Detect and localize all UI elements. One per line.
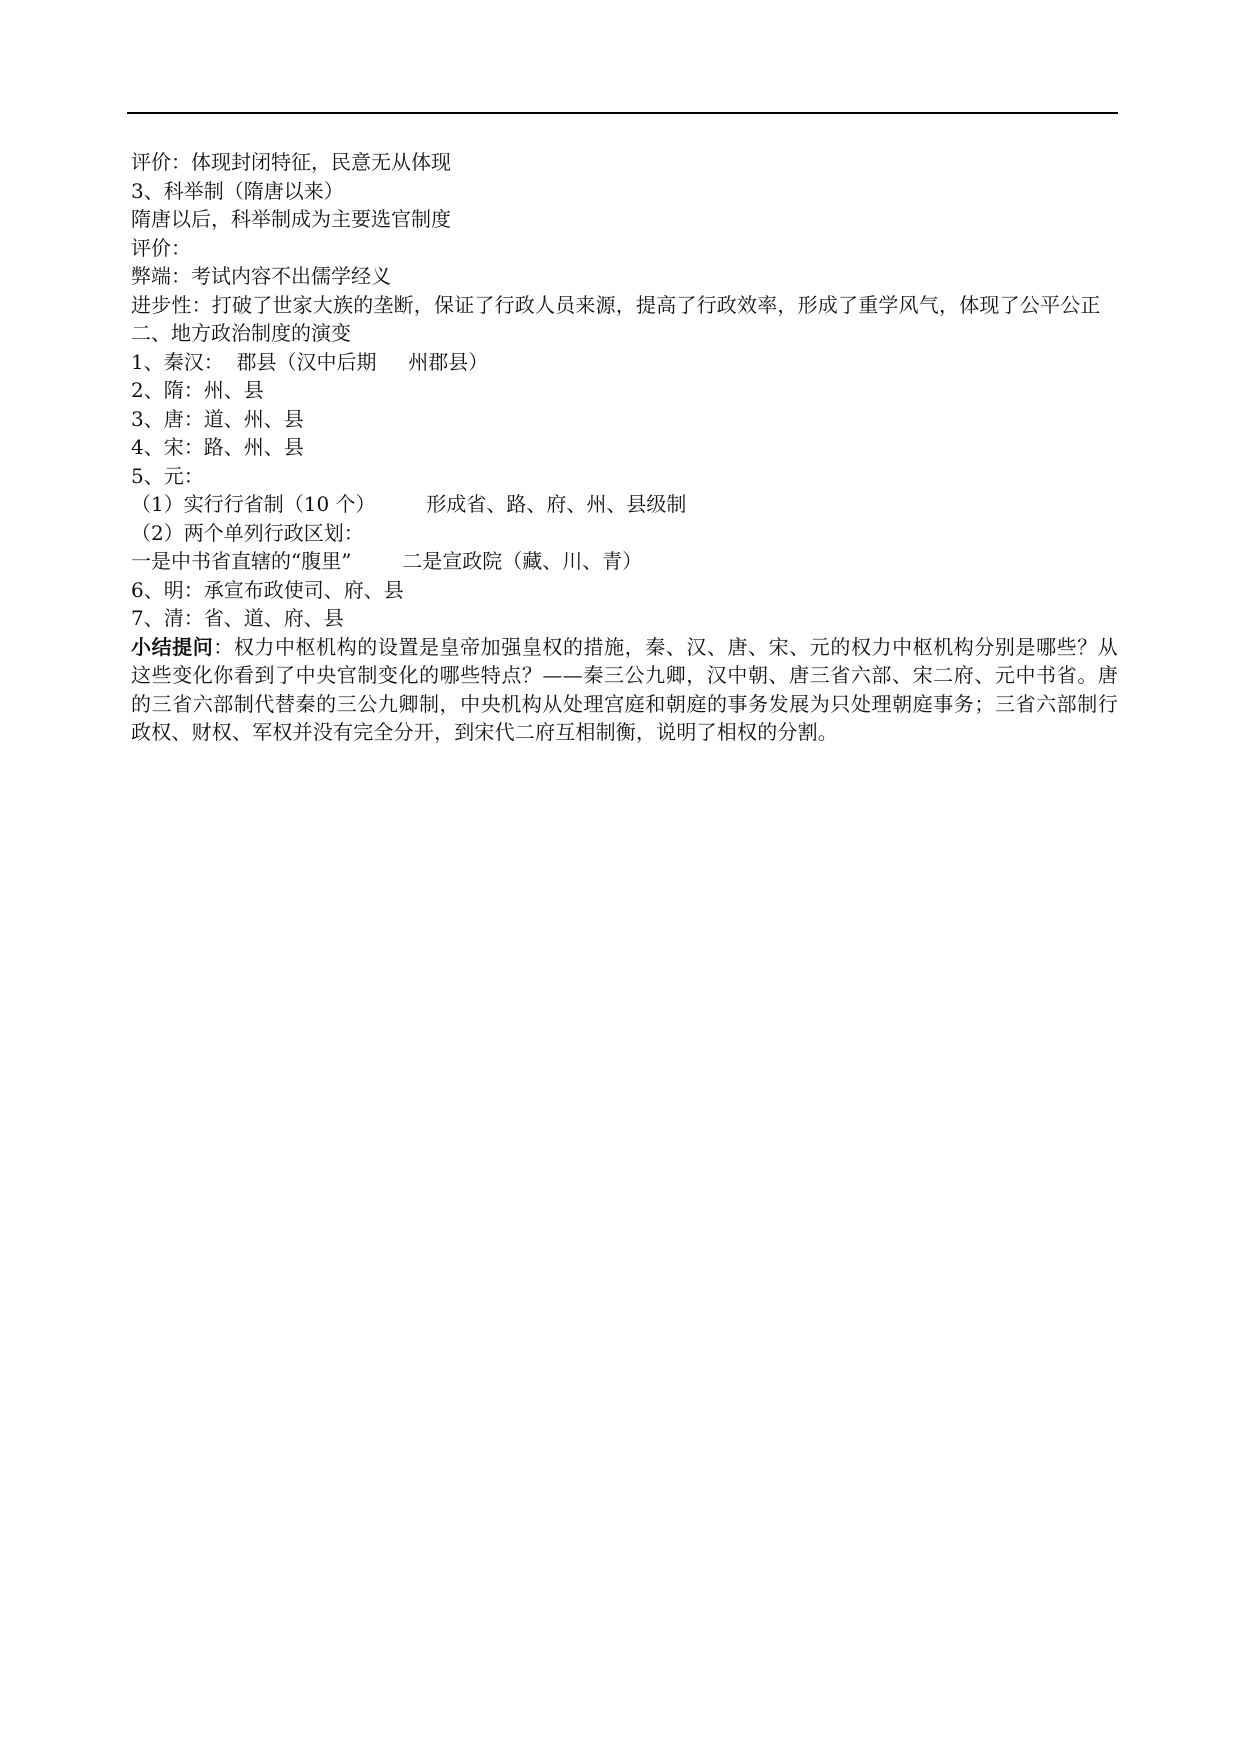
text-line: 7、清：省、道、府、县 (131, 606, 344, 630)
text-line: 2、隋：州、县 (131, 378, 264, 402)
text-line: 一是中书省直辖的“腹里” 二是宣政院（藏、川、青） (131, 549, 643, 573)
text-line: （2）两个单列行政区划： (131, 520, 364, 545)
text-line: 6、明：承宣布政使司、府、县 (131, 577, 404, 602)
text-line: （1）实行行省制（10 个） 形成省、路、府、州、县级制 (131, 492, 687, 516)
summary-text: ：权力中枢机构的设置是皇帝加强皇权的措施，秦、汉、唐、宋、元的权力中枢机构分别是哪些？从这些变化你看到了中央官制变化的哪些特点？——秦三公九卿，汉中朝、唐三省六部、宋二府、元中书省。唐的三省六部制代替秦的三公九卿制，中央机构从处理宫庭和朝庭的事务发展为只处理朝庭事务；三省六部制行政权、财权、军权并没有完全分开，到宋代二府互相制衡，说明了相权的分割。 (131, 634, 1118, 744)
text-line: 1、秦汉： 郡县（汉中后期 州郡县） (131, 349, 489, 374)
text-line: 评价： (131, 235, 191, 260)
header-rule (127, 112, 1118, 114)
text-line: 3、科举制（隋唐以来） (131, 178, 344, 203)
progress-paragraph: 进步性：打破了世家大族的垄断，保证了行政人员来源，提高了行政效率，形成了重学风气，体现了公平公正 (131, 292, 1101, 317)
text-line: 弊端：考试内容不出儒学经义 (131, 264, 391, 288)
summary-paragraph (131, 633, 1118, 747)
text-line: 4、宋：路、州、县 (131, 435, 304, 459)
text-line: 5、元： (131, 463, 204, 488)
text-line: 隋唐以后，科举制成为主要选官制度 (131, 207, 451, 231)
summary-label: 小结提问 (131, 634, 214, 659)
document-body (131, 148, 1118, 747)
text-line: 3、唐：道、州、县 (131, 406, 304, 431)
section-heading: 二、地方政治制度的演变 (131, 321, 351, 345)
text-line: 评价：体现封闭特征，民意无从体现 (131, 150, 451, 174)
